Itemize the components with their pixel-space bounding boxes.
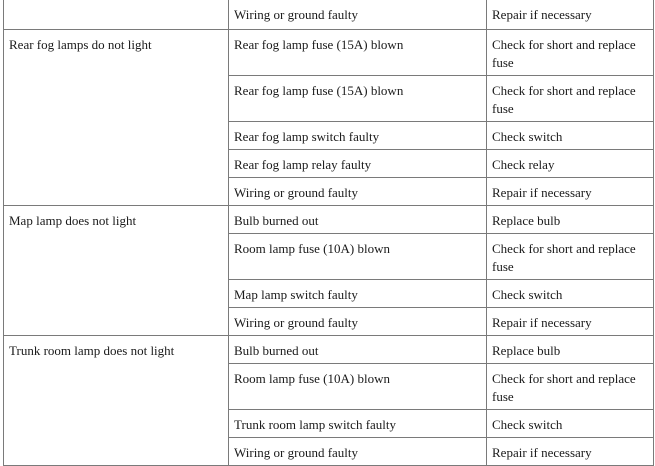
troubleshooting-table-body [4,0,654,466]
cause-cell: Rear fog lamp fuse (15A) blown [229,76,487,122]
remedy-cell: Check for short and replace fuse [487,30,654,76]
cause-cell: Wiring or ground faulty [229,438,487,466]
cause-cell: Wiring or ground faulty [229,0,487,30]
remedy-cell: Check for short and replace fuse [487,76,654,122]
cause-cell: Room lamp fuse (10A) blown [229,234,487,280]
table-row [4,0,654,30]
cause-cell: Bulb burned out [229,336,487,364]
remedy-cell: Check switch [487,280,654,308]
cause-cell: Wiring or ground faulty [229,178,487,206]
cause-cell: Rear fog lamp switch faulty [229,122,487,150]
remedy-cell: Check relay [487,150,654,178]
remedy-cell: Repair if necessary [487,308,654,336]
symptom-cell [4,0,229,30]
cause-cell: Wiring or ground faulty [229,308,487,336]
troubleshooting-table [3,0,654,466]
symptom-cell: Trunk room lamp does not light [4,336,229,466]
remedy-cell: Check for short and replace fuse [487,364,654,410]
remedy-cell: Check for short and replace fuse [487,234,654,280]
table-row [4,206,654,234]
cause-cell: Rear fog lamp fuse (15A) blown [229,30,487,76]
table-row [4,30,654,76]
cause-cell: Bulb burned out [229,206,487,234]
remedy-cell: Check switch [487,410,654,438]
cause-cell: Room lamp fuse (10A) blown [229,364,487,410]
table-row [4,336,654,364]
remedy-cell: Replace bulb [487,206,654,234]
cause-cell: Map lamp switch faulty [229,280,487,308]
symptom-cell: Map lamp does not light [4,206,229,336]
remedy-cell: Repair if necessary [487,0,654,30]
remedy-cell: Repair if necessary [487,178,654,206]
symptom-cell: Rear fog lamps do not light [4,30,229,206]
cause-cell: Rear fog lamp relay faulty [229,150,487,178]
remedy-cell: Repair if necessary [487,438,654,466]
remedy-cell: Check switch [487,122,654,150]
remedy-cell: Replace bulb [487,336,654,364]
cause-cell: Trunk room lamp switch faulty [229,410,487,438]
